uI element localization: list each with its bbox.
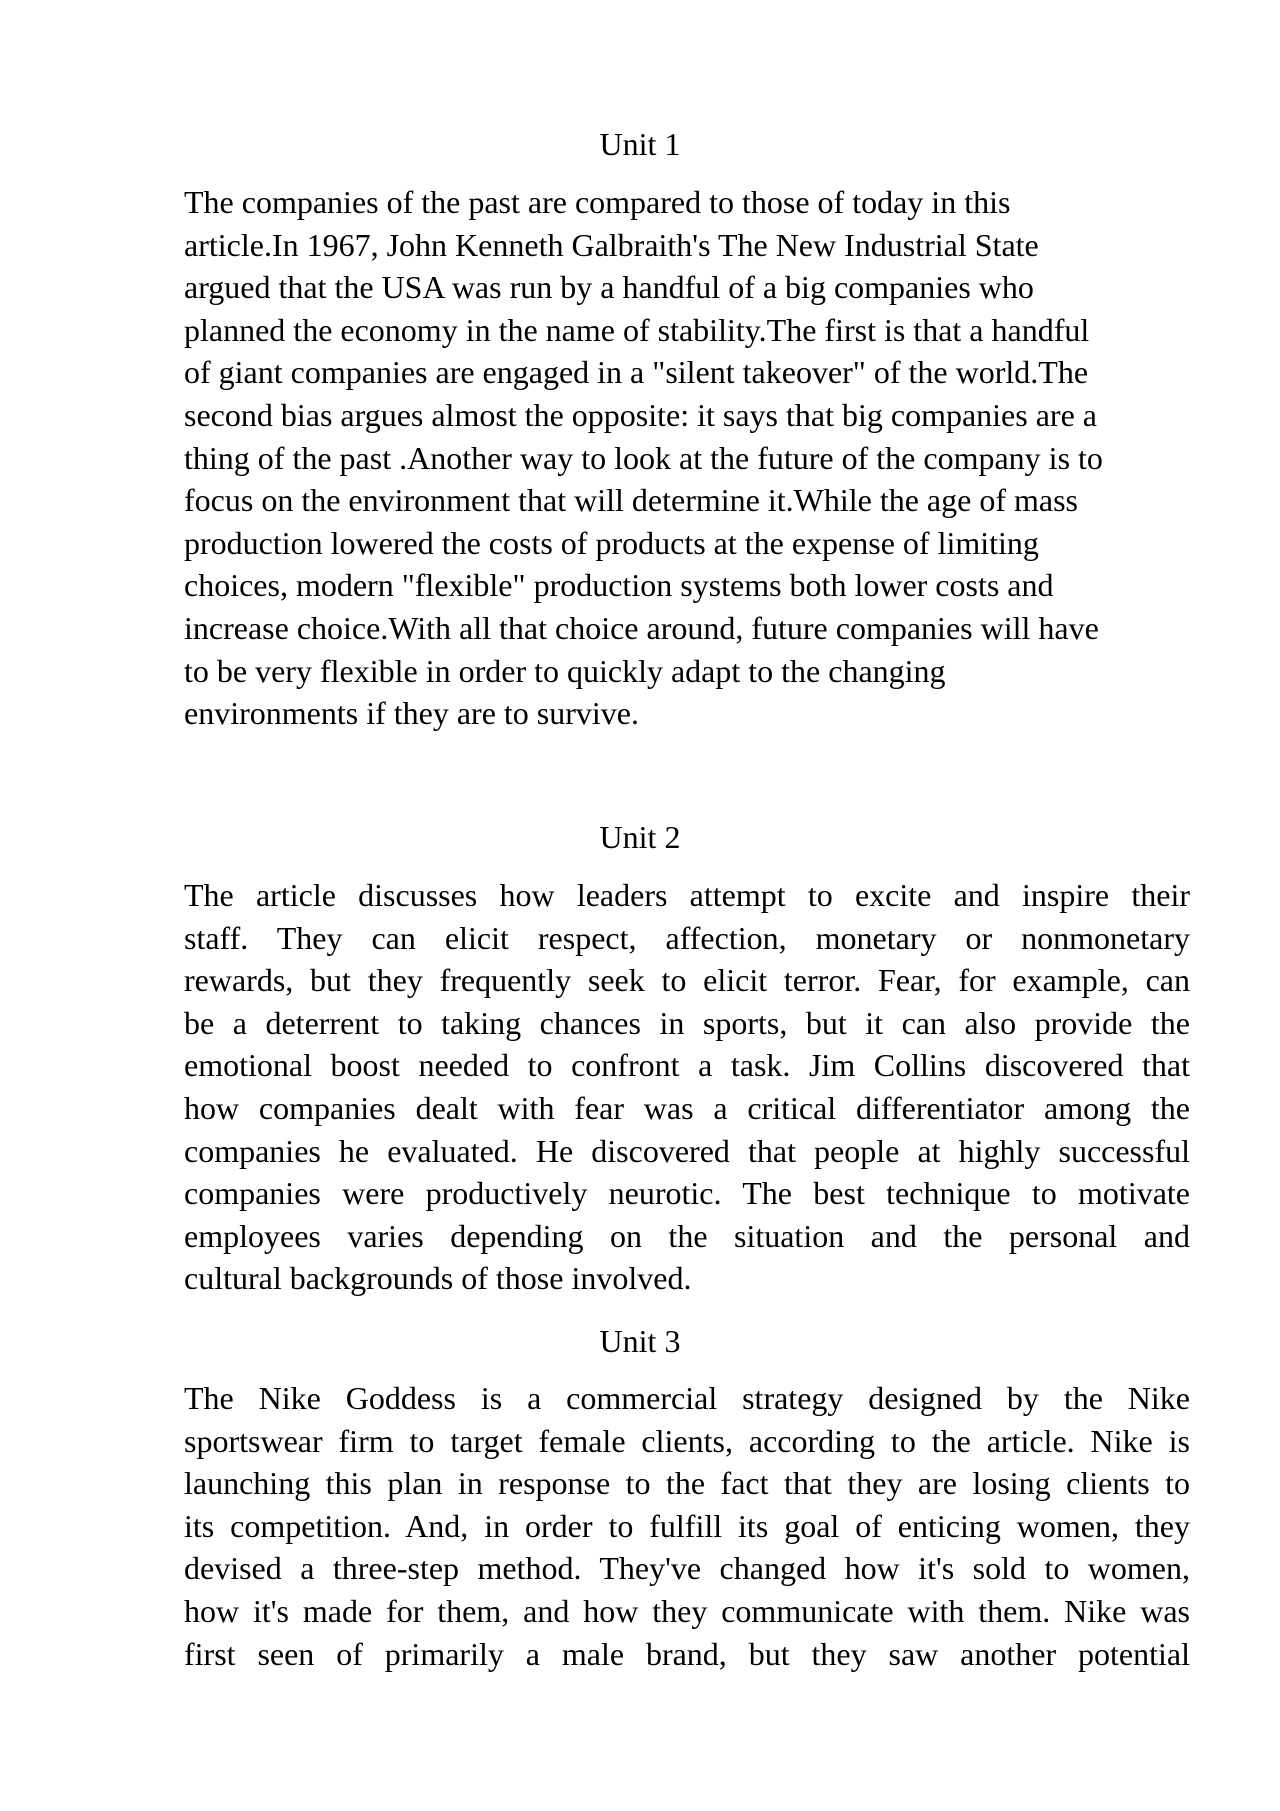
paragraph-line: first seen of primarily a male brand, but they saw another potential [184,1635,1190,1672]
unit-1-paragraph [184,181,1184,735]
paragraph-line: companies were productively neurotic. The best technique to motivate [184,1175,1190,1212]
paragraph-line: choices, modern "flexible" production systems both lower costs and [184,567,1054,604]
unit-3-paragraph [184,1377,1190,1677]
paragraph-line: cultural backgrounds of those involved. [184,1260,692,1297]
paragraph-line: The article discusses how leaders attempt to excite and inspire their [184,877,1190,913]
paragraph-line: be a deterrent to taking chances in sports, but it can also provide the [184,1004,1190,1041]
paragraph-line: argued that the USA was run by a handful of a big companies who [184,269,1034,306]
paragraph-line: launching this plan in response to the fact that they are losing clients to [184,1465,1190,1502]
paragraph-line: increase choice.With all that choice around, future companies will have [184,609,1099,646]
paragraph-line: companies he evaluated. He discovered that people at highly successful [184,1132,1190,1169]
paragraph-line: of giant companies are engaged in a "silent takeover" of the world.The [184,354,1089,391]
unit-2-paragraph [184,874,1190,1300]
paragraph-line: rewards, but they frequently seek to elicit terror. Fear, for example, can [184,962,1190,999]
paragraph-line: environments if they are to survive. [184,695,639,732]
paragraph-line: planned the economy in the name of stability.The first is that a handful [184,311,1090,348]
paragraph-line: second bias argues almost the opposite: it says that big companies are a [184,396,1097,433]
unit-1-heading: Unit 1 [599,126,681,162]
unit-2-heading: Unit 2 [599,819,681,855]
paragraph-line: how companies dealt with fear was a critical differentiator among the [184,1089,1190,1126]
paragraph-line: staff. They can elicit respect, affection, monetary or nonmonetary [184,919,1190,956]
paragraph-line: devised a three-step method. They've changed how it's sold to women, [184,1550,1190,1587]
paragraph-line: emotional boost needed to confront a task. Jim Collins discovered that [184,1047,1190,1084]
paragraph-line: focus on the environment that will determine it.While the age of mass [184,482,1078,519]
unit-3-heading: Unit 3 [599,1323,681,1359]
paragraph-line: how it's made for them, and how they communicate with them. Nike was [184,1592,1190,1629]
paragraph-line: its competition. And, in order to fulfill its goal of enticing women, they [184,1507,1190,1544]
paragraph-line: sportswear firm to target female clients, according to the article. Nike is [184,1422,1190,1459]
paragraph-line: article.In 1967, John Kenneth Galbraith's The New Industrial State [184,226,1039,263]
paragraph-line: thing of the past .Another way to look at the future of the company is to [184,439,1103,476]
paragraph-line: The companies of the past are compared to those of today in this [184,184,1011,220]
paragraph-line: production lowered the costs of products at the expense of limiting [184,524,1039,561]
paragraph-line: The Nike Goddess is a commercial strategy designed by the Nike [184,1380,1190,1416]
paragraph-line: to be very flexible in order to quickly adapt to the changing [184,652,946,689]
paragraph-line: employees varies depending on the situation and the personal and [184,1217,1190,1254]
